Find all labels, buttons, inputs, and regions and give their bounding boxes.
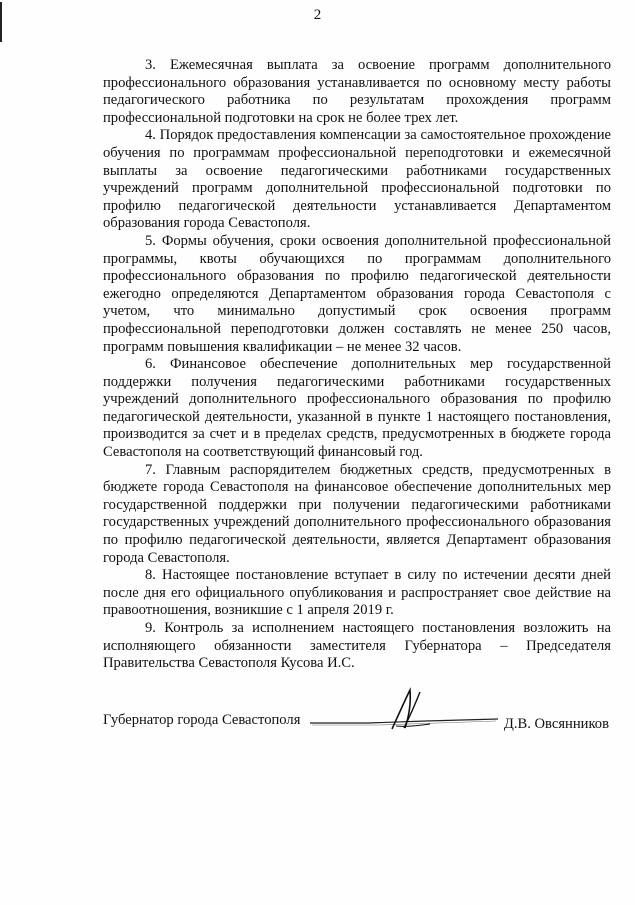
paragraph-5: 5. Формы обучения, сроки освоения дополнительной профессиональной программы, квоты обучающихся по программам дополнительного профессионального образования по профилю педагогической деятельности ежегодно определяются Департаментом образования города Севастополя с учетом, что минимально допустимый срок освоения программ профессиональной переподготовки должен составлять не менее 250 часов, программ повышения квалификации – не менее 32 часов. <box>103 232 611 355</box>
paragraph-7: 7. Главным распорядителем бюджетных средств, предусмотренных в бюджете города Севастополя на финансовое обеспечение дополнительных мер государственной поддержки при получении педагогическими работниками государственных учреждений дополнительного профессионального образования по профилю педагогической деятельности, является Департамент образования города Севастополя. <box>103 461 611 566</box>
page-number: 2 <box>313 7 322 23</box>
document-body <box>103 57 611 673</box>
signatory-name: Д.В. Овсянников <box>503 716 609 732</box>
signature-block <box>103 706 611 736</box>
signatory-position: Губернатор города Севастополя <box>103 712 301 728</box>
paragraph-4: 4. Порядок предоставления компенсации за самостоятельное прохождение обучения по программам профессиональной переподготовки и ежемесячной выплаты за освоение педагогическими работниками государственных учреждений программ дополнительной профессиональной подготовки по профилю педагогической деятельности устанавливается Департаментом образования города Севастополя. <box>103 127 611 232</box>
paragraph-8: 8. Настоящее постановление вступает в силу по истечении десяти дней после дня его официального опубликования и распространяет свое действие на правоотношения, возникшие с 1 апреля 2019 г. <box>103 567 611 619</box>
paragraph-9: 9. Контроль за исполнением настоящего постановления возложить на исполняющего обязанности заместителя Губернатора – Председателя Правительства Севастополя Кусова И.С. <box>103 620 611 672</box>
paragraph-6: 6. Финансовое обеспечение дополнительных мер государственной поддержки получения педагогическими работниками государственных учреждений дополнительного профессионального образования по профилю педагогической деятельности, указанной в пункте 1 настоящего постановления, производится за счет и в пределах средств, предусмотренных в бюджете города Севастополя на соответствующий финансовый год. <box>103 356 611 461</box>
paragraph-3: 3. Ежемесячная выплата за освоение программ дополнительного профессионального образования устанавливается по основному месту работы педагогического работника по результатам прохождения программ профессиональной подготовки на срок не более трех лет. <box>103 57 611 126</box>
